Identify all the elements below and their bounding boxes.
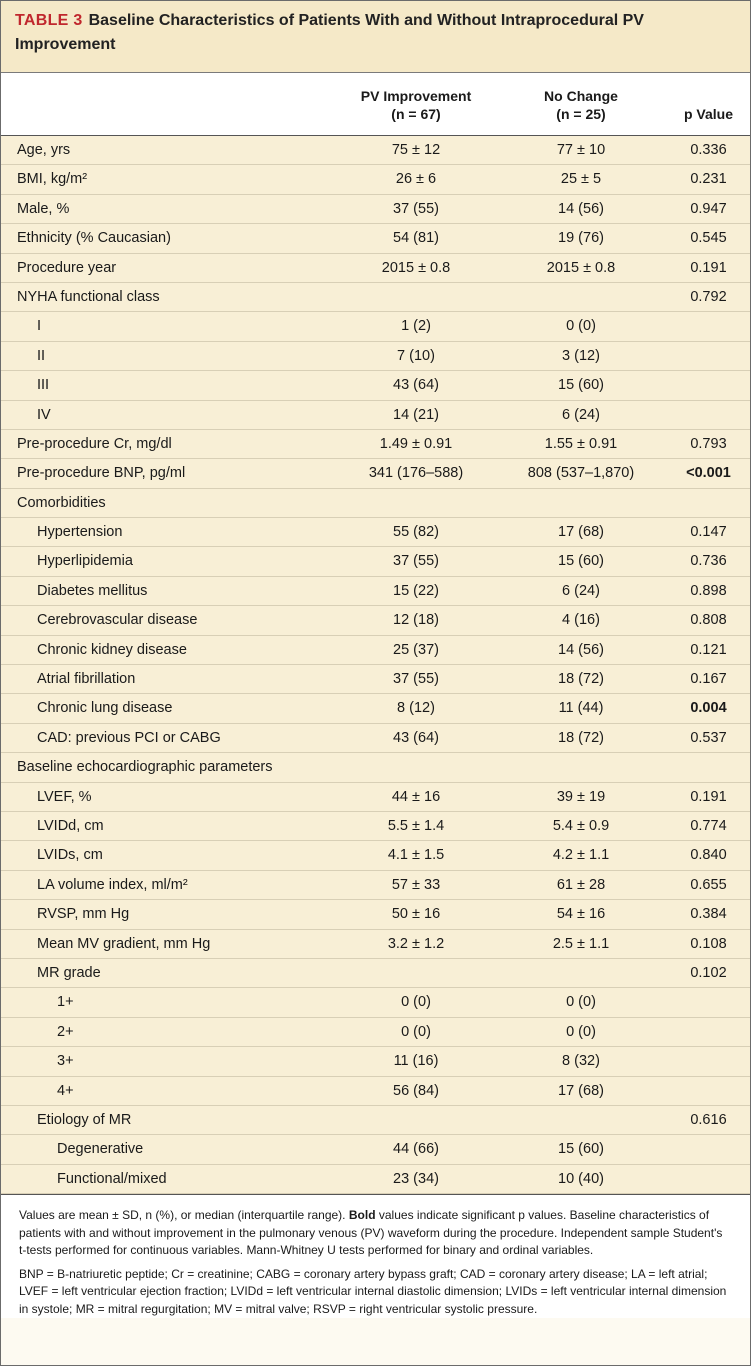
cell-no-change: 18 (72): [558, 729, 604, 746]
table-row: [1, 930, 750, 959]
table-row: [1, 841, 750, 870]
cell-no-change: 14 (56): [558, 641, 604, 658]
cell-p-value: 0.655: [690, 876, 727, 893]
cell-pv-improvement: 0 (0): [401, 994, 431, 1011]
footnote-values-rest: values indicate significant p values. Baseline characteristics of patients with and without improvement in the pulmonary venous (PV) waveform during the procedure. Independent sample Student's t-tests performed for continuous variables. Mann-Whitney U tests performed for binary and ordinal variables.: [19, 1208, 723, 1258]
footnote-bold-word: Bold: [348, 1208, 376, 1223]
row-label: Mean MV gradient, mm Hg: [37, 935, 211, 952]
table-title: Baseline Characteristics of Patients With and Without Intraprocedural PV Improvement: [15, 12, 644, 53]
cell-no-change: 18 (72): [558, 671, 604, 688]
cell-pv-improvement: 57 ± 33: [391, 876, 441, 893]
cell-no-change: 0 (0): [566, 994, 596, 1011]
table-row: [1, 636, 750, 665]
row-label: BMI, kg/m²: [17, 171, 88, 188]
column-header-pv-improvement-n: (n = 67): [391, 106, 441, 122]
footnote-values: [19, 1207, 732, 1260]
footnote-values-lead: Values are mean ± SD, n (%), or median (interquartile range).: [19, 1208, 346, 1223]
table-row: [1, 606, 750, 635]
cell-no-change: 25 ± 5: [560, 171, 602, 188]
cell-no-change: 10 (40): [558, 1170, 604, 1187]
cell-pv-improvement: 44 ± 16: [391, 788, 441, 805]
cell-p-value: 0.121: [690, 641, 727, 658]
cell-no-change: 1.55 ± 0.91: [544, 435, 618, 452]
table-row: [1, 665, 750, 694]
cell-p-value: 0.736: [690, 553, 727, 570]
column-header-no-change-label: No Change: [544, 88, 618, 104]
cell-p-value: 0.004: [690, 700, 727, 717]
cell-p-value: 0.191: [690, 788, 727, 805]
cell-pv-improvement: 37 (55): [393, 671, 439, 688]
column-header-no-change-n: (n = 25): [556, 106, 606, 122]
column-header-pv-improvement-label: PV Improvement: [360, 88, 472, 104]
table-row: [1, 812, 750, 841]
cell-no-change: 2.5 ± 1.1: [552, 935, 610, 952]
row-label: LVIDd, cm: [37, 817, 104, 834]
cell-p-value: 0.616: [690, 1111, 727, 1128]
cell-p-value: 0.792: [690, 288, 727, 305]
row-label: IV: [37, 406, 51, 423]
row-label: RVSP, mm Hg: [37, 906, 130, 923]
cell-pv-improvement: 54 (81): [393, 230, 439, 247]
row-label: 3+: [57, 1053, 74, 1070]
table-row: [1, 1106, 750, 1135]
cell-pv-improvement: 7 (10): [397, 347, 435, 364]
column-header-p-value: p Value: [683, 106, 734, 122]
cell-no-change: 2015 ± 0.8: [546, 259, 616, 276]
table-row: [1, 165, 750, 194]
cell-p-value: <0.001: [686, 465, 731, 482]
row-label: NYHA functional class: [17, 288, 160, 305]
cell-p-value: 0.840: [690, 847, 727, 864]
table-row: [1, 694, 750, 723]
cell-no-change: 14 (56): [558, 200, 604, 217]
cell-pv-improvement: 23 (34): [393, 1170, 439, 1187]
row-label: CAD: previous PCI or CABG: [37, 729, 221, 746]
cell-pv-improvement: 8 (12): [397, 700, 435, 717]
row-label: Pre-procedure Cr, mg/dl: [17, 435, 172, 452]
table-row: [1, 136, 750, 165]
cell-no-change: 0 (0): [566, 1023, 596, 1040]
cell-pv-improvement: 2015 ± 0.8: [381, 259, 451, 276]
cell-pv-improvement: 75 ± 12: [391, 142, 441, 158]
row-label: I: [37, 318, 42, 335]
row-label: Baseline echocardiographic parameters: [17, 759, 273, 776]
row-label: LA volume index, ml/m²: [37, 876, 188, 893]
cell-pv-improvement: 14 (21): [393, 406, 439, 423]
cell-pv-improvement: 5.5 ± 1.4: [387, 817, 445, 834]
cell-no-change: 17 (68): [558, 524, 604, 541]
table-row: [1, 753, 750, 782]
column-header-no-change: [496, 87, 666, 123]
table-row: [1, 1077, 750, 1106]
cell-no-change: 0 (0): [566, 318, 596, 335]
cell-p-value: 0.384: [690, 906, 727, 923]
cell-no-change: 17 (68): [558, 1082, 604, 1099]
table-row: [1, 430, 750, 459]
table-header: [1, 1, 750, 73]
cell-no-change: 3 (12): [562, 347, 600, 364]
cell-no-change: 54 ± 16: [556, 906, 606, 923]
cell-p-value: 0.231: [690, 171, 727, 188]
table-row: [1, 489, 750, 518]
table-row: [1, 254, 750, 283]
row-label: Pre-procedure BNP, pg/ml: [17, 465, 186, 482]
cell-no-change: 15 (60): [558, 1141, 604, 1158]
cell-p-value: 0.898: [690, 582, 727, 599]
cell-pv-improvement: 0 (0): [401, 1023, 431, 1040]
table-row: [1, 1165, 750, 1194]
row-label: Age, yrs: [17, 142, 71, 158]
table-row: [1, 195, 750, 224]
row-label: II: [37, 347, 46, 364]
table-row: [1, 224, 750, 253]
cell-pv-improvement: 11 (16): [393, 1053, 439, 1070]
row-label: Chronic lung disease: [37, 700, 173, 717]
row-label: Comorbidities: [17, 494, 106, 511]
table-row: [1, 459, 750, 488]
table-row: [1, 371, 750, 400]
cell-pv-improvement: 44 (66): [393, 1141, 439, 1158]
row-label: Etiology of MR: [37, 1111, 132, 1128]
row-label: Functional/mixed: [57, 1170, 167, 1187]
cell-pv-improvement: 43 (64): [393, 729, 439, 746]
cell-no-change: 15 (60): [558, 553, 604, 570]
row-label: Hyperlipidemia: [37, 553, 133, 570]
table-row: [1, 283, 750, 312]
table-row: [1, 401, 750, 430]
table-row: [1, 547, 750, 576]
cell-p-value: 0.336: [690, 142, 727, 158]
cell-p-value: 0.108: [690, 935, 727, 952]
row-label: Diabetes mellitus: [37, 582, 148, 599]
table-row: [1, 518, 750, 547]
cell-no-change: 4 (16): [562, 612, 600, 629]
row-label: Male, %: [17, 200, 70, 217]
cell-no-change: 19 (76): [558, 230, 604, 247]
row-label: 2+: [57, 1023, 74, 1040]
cell-p-value: 0.147: [690, 524, 727, 541]
cell-no-change: 6 (24): [562, 582, 600, 599]
table-row: [1, 959, 750, 988]
table-row: [1, 783, 750, 812]
row-label: 4+: [57, 1082, 74, 1099]
table-row: [1, 1135, 750, 1164]
cell-pv-improvement: 1.49 ± 0.91: [379, 435, 453, 452]
row-label: Degenerative: [57, 1141, 144, 1158]
column-header-pv-improvement: [331, 87, 501, 123]
row-label: Ethnicity (% Caucasian): [17, 230, 171, 247]
table-caption: [15, 9, 736, 57]
cell-p-value: 0.793: [690, 435, 727, 452]
row-label: LVEF, %: [37, 788, 92, 805]
footnote-abbreviations: BNP = B-natriuretic peptide; Cr = creatinine; CABG = coronary artery bypass graft; CAD = coronary artery disease; LA = left atrial; LVEF = left ventricular ejection fraction; LVIDd = left ventricular internal diastolic dimension; LVIDs = left ventricular internal dimension in systole; MR = mitral regurgitation; MV = mitral valve; RSVP = right ventricular systolic pressure.: [19, 1266, 727, 1316]
cell-pv-improvement: 1 (2): [401, 318, 431, 335]
row-label: Chronic kidney disease: [37, 641, 187, 658]
row-label: Atrial fibrillation: [37, 671, 136, 688]
table-row: [1, 1047, 750, 1076]
cell-no-change: 11 (44): [558, 700, 604, 717]
cell-p-value: 0.102: [690, 964, 727, 981]
cell-no-change: 15 (60): [558, 377, 604, 394]
table-footnotes: [1, 1194, 750, 1318]
table-row: [1, 900, 750, 929]
cell-pv-improvement: 3.2 ± 1.2: [387, 935, 445, 952]
cell-p-value: 0.191: [690, 259, 727, 276]
cell-pv-improvement: 56 (84): [393, 1082, 439, 1099]
table-row: [1, 577, 750, 606]
cell-no-change: 39 ± 19: [556, 788, 606, 805]
cell-pv-improvement: 37 (55): [393, 200, 439, 217]
cell-p-value: 0.167: [690, 671, 727, 688]
cell-pv-improvement: 50 ± 16: [391, 906, 441, 923]
table-row: [1, 988, 750, 1017]
cell-pv-improvement: 12 (18): [393, 612, 439, 629]
cell-pv-improvement: 25 (37): [393, 641, 439, 658]
cell-no-change: 5.4 ± 0.9: [552, 817, 610, 834]
cell-pv-improvement: 341 (176–588): [368, 465, 464, 482]
cell-p-value: 0.947: [690, 200, 727, 217]
column-headers: [1, 73, 750, 136]
row-label: 1+: [57, 994, 74, 1011]
cell-pv-improvement: 15 (22): [393, 582, 439, 599]
cell-no-change: 8 (32): [562, 1053, 600, 1070]
cell-pv-improvement: 26 ± 6: [395, 171, 437, 188]
row-label: Cerebrovascular disease: [37, 612, 198, 629]
cell-no-change: 77 ± 10: [556, 142, 606, 158]
cell-pv-improvement: 37 (55): [393, 553, 439, 570]
cell-p-value: 0.808: [690, 612, 727, 629]
cell-no-change: 61 ± 28: [556, 876, 606, 893]
table-body: [1, 136, 750, 1194]
cell-no-change: 6 (24): [562, 406, 600, 423]
row-label: LVIDs, cm: [37, 847, 103, 864]
cell-pv-improvement: 43 (64): [393, 377, 439, 394]
cell-p-value: 0.774: [690, 817, 727, 834]
cell-no-change: 4.2 ± 1.1: [552, 847, 610, 864]
table-label: TABLE 3: [15, 12, 83, 29]
table-row: [1, 1018, 750, 1047]
table-row: [1, 724, 750, 753]
row-label: Procedure year: [17, 259, 117, 276]
cell-p-value: 0.545: [690, 230, 727, 247]
cell-pv-improvement: 55 (82): [393, 524, 439, 541]
cell-p-value: 0.537: [690, 729, 727, 746]
table-row: [1, 871, 750, 900]
cell-pv-improvement: 4.1 ± 1.5: [387, 847, 445, 864]
row-label: III: [37, 377, 50, 394]
table-row: [1, 342, 750, 371]
table-row: [1, 312, 750, 341]
row-label: MR grade: [37, 964, 101, 981]
cell-no-change: 808 (537–1,870): [527, 465, 635, 482]
row-label: Hypertension: [37, 524, 123, 541]
